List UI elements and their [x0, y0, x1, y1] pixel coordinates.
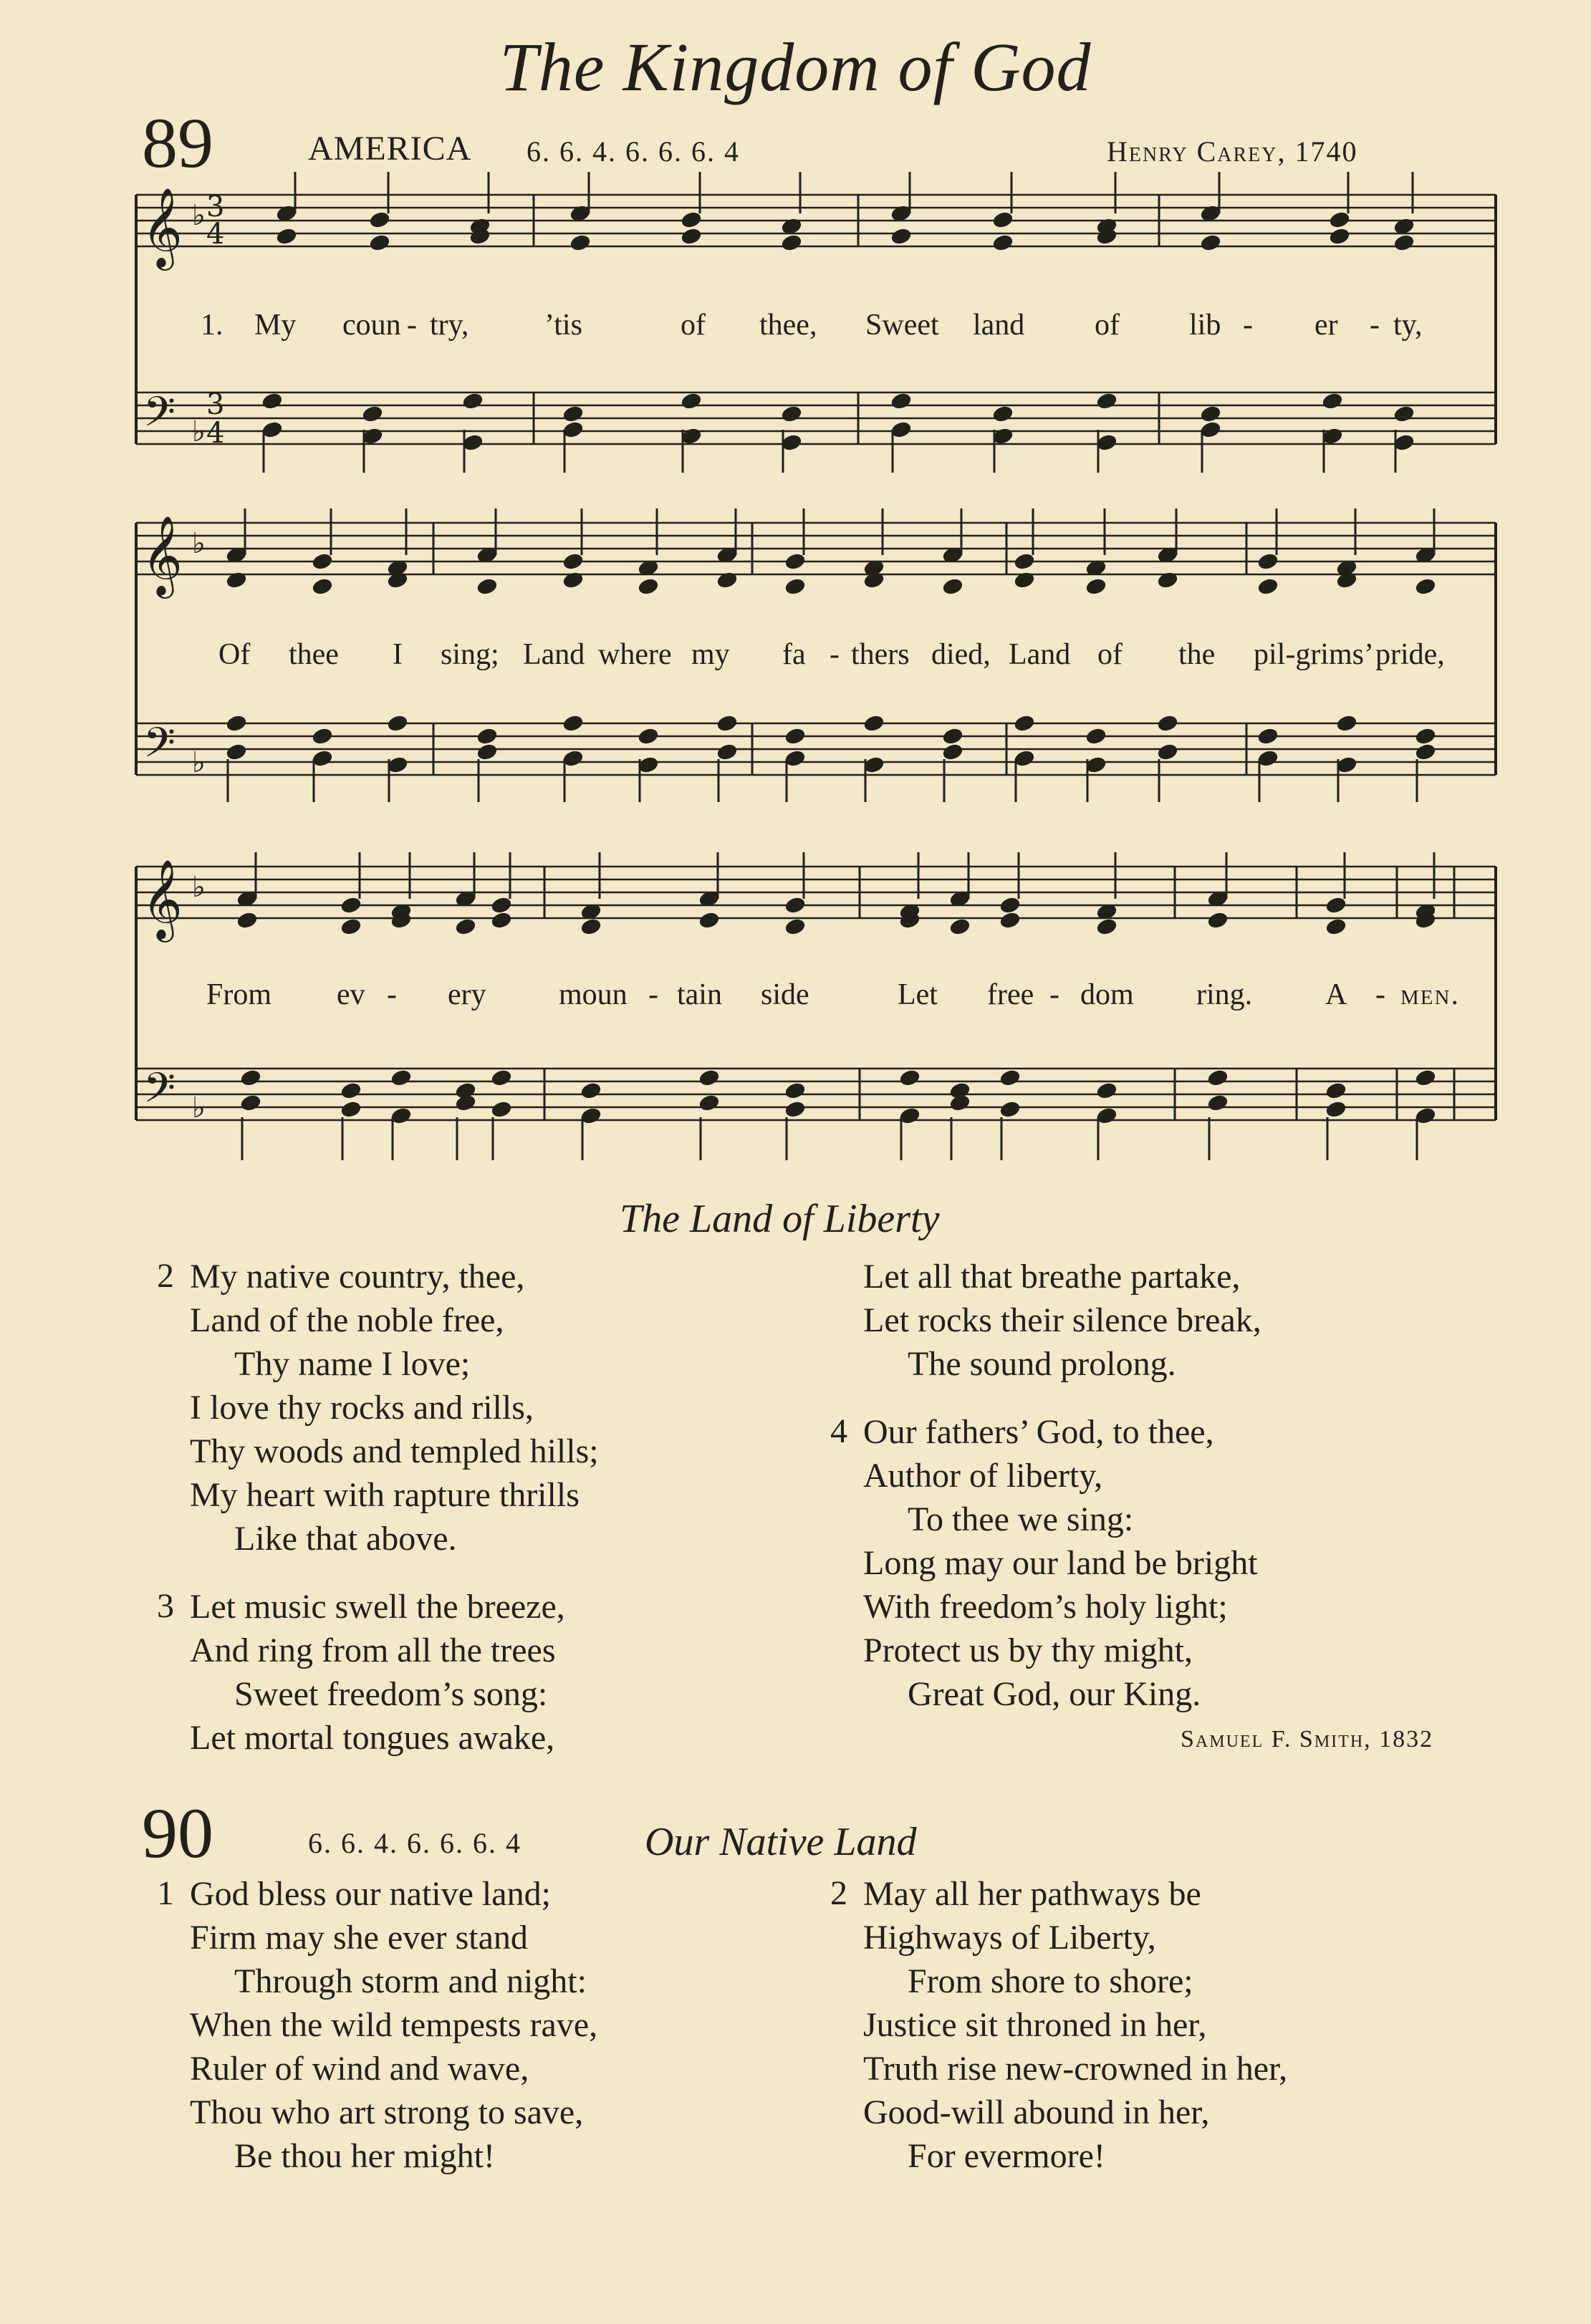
svg-text:3: 3 — [206, 191, 225, 223]
verse-line: God bless our native land; — [190, 1875, 551, 1913]
lyric-syllable: Let — [898, 978, 938, 1011]
lyric-syllable: er — [1314, 309, 1338, 342]
verse-number: 1 — [157, 1874, 174, 1912]
lyric-syllable: of — [1097, 638, 1123, 671]
lyric-syllable: died, — [931, 638, 991, 671]
lyric-syllable: pil-grims’ — [1254, 638, 1374, 671]
svg-text:4: 4 — [206, 417, 225, 450]
verse-line: Justice sit throned in her, — [863, 2006, 1207, 2044]
lyric-syllable: Of — [218, 638, 251, 671]
verse-line: Like that above. — [234, 1520, 457, 1558]
verse-line: Highways of Liberty, — [863, 1919, 1156, 1957]
verse-line: Let mortal tongues awake, — [190, 1719, 555, 1757]
lyric-syllable: tain — [677, 978, 722, 1011]
lyric-syllable: My — [254, 309, 297, 342]
syllable-hyphen: - — [1243, 309, 1253, 342]
hymn-89-meter: 6. 6. 4. 6. 6. 6. 4 — [527, 135, 740, 168]
lyric-syllable: side — [761, 978, 809, 1011]
lyric-syllable: 1. — [201, 309, 223, 342]
verse-line: Let all that breathe partake, — [863, 1258, 1241, 1296]
verse-line: My native country, thee, — [190, 1258, 525, 1296]
svg-text:𝄞: 𝄞 — [142, 515, 183, 595]
verse-line: Author of liberty, — [863, 1457, 1103, 1495]
lyric-syllable: Sweet — [865, 309, 939, 342]
verse-line: The sound prolong. — [908, 1345, 1176, 1383]
lyric-syllable: pride, — [1375, 638, 1445, 671]
verse-line: Be thou her might! — [234, 2137, 495, 2175]
svg-text:3: 3 — [206, 388, 225, 421]
svg-text:♭: ♭ — [192, 199, 206, 232]
svg-text:4: 4 — [206, 218, 225, 251]
lyric-syllable: Land — [1009, 638, 1071, 671]
lyric-syllable: try, — [430, 309, 469, 342]
page-title: The Kingdom of God — [499, 29, 1092, 105]
verse-number: 2 — [830, 1874, 847, 1912]
hymn-90-title: Our Native Land — [645, 1820, 917, 1864]
lyric-syllable: thers — [851, 638, 910, 671]
verse-line: Sweet freedom’s song: — [234, 1675, 548, 1713]
lyric-syllable: the — [1178, 638, 1216, 671]
verse-line: To thee we sing: — [908, 1500, 1134, 1538]
verse-line: May all her pathways be — [863, 1875, 1201, 1913]
verse-line: Let rocks their silence break, — [863, 1301, 1261, 1339]
author-credit: Samuel F. Smith, 1832 — [1181, 1726, 1434, 1752]
verse-line: Truth rise new-crowned in her, — [863, 2050, 1288, 2088]
verse-number: 3 — [157, 1587, 174, 1625]
lyric-syllable: coun — [342, 309, 401, 342]
lyric-syllable: I — [393, 638, 403, 671]
lyric-syllable: ’tis — [544, 309, 582, 342]
lyric-syllable: where — [598, 638, 672, 671]
lyric-syllable: ty, — [1393, 309, 1423, 342]
verse-line: Land of the noble free, — [190, 1301, 504, 1339]
verse-line: When the wild tempests rave, — [190, 2006, 598, 2044]
svg-text:♭: ♭ — [192, 1091, 206, 1124]
verse-number: 4 — [830, 1412, 847, 1450]
lyric-syllable: ev — [337, 978, 365, 1011]
syllable-hyphen: - — [830, 638, 840, 671]
hymn-89-number: 89 — [142, 103, 213, 183]
svg-text:𝄢: 𝄢 — [143, 1064, 176, 1122]
lyric-syllable: A — [1325, 978, 1347, 1011]
verse-line: Long may our land be bright — [863, 1544, 1258, 1582]
lyric-syllable: From — [206, 978, 272, 1011]
lyric-syllable: my — [691, 638, 730, 671]
syllable-hyphen: - — [1370, 309, 1380, 342]
composer-credit: Henry Carey, 1740 — [1107, 135, 1358, 168]
verse-line: Thou who art strong to save, — [190, 2093, 584, 2131]
syllable-hyphen: - — [387, 978, 397, 1011]
lyric-syllable: fa — [782, 638, 806, 671]
verse-line: My heart with rapture thrills — [190, 1476, 580, 1514]
syllable-hyphen: - — [1049, 978, 1059, 1011]
verse-line: And ring from all the trees — [190, 1631, 556, 1669]
verse-line: Thy woods and templed hills; — [190, 1432, 599, 1470]
verse-line: Ruler of wind and wave, — [190, 2050, 529, 2088]
lyric-syllable: moun — [559, 978, 628, 1011]
verse-line: Good-will abound in her, — [863, 2093, 1210, 2131]
lyric-syllable: land — [973, 309, 1025, 342]
svg-text:♭: ♭ — [192, 527, 206, 560]
section-title-land-of-liberty: The Land of Liberty — [620, 1197, 940, 1241]
svg-text:♭: ♭ — [192, 746, 206, 779]
verse-line: From shore to shore; — [908, 1962, 1193, 2000]
verse-line: Our fathers’ God, to thee, — [863, 1413, 1214, 1451]
verse-number: 2 — [157, 1257, 174, 1295]
lyric-syllable: ring. — [1196, 978, 1253, 1011]
svg-text:𝄞: 𝄞 — [142, 187, 183, 267]
hymn-90-number: 90 — [142, 1793, 213, 1873]
verse-line: I love thy rocks and rills, — [190, 1389, 534, 1427]
lyric-syllable: lib — [1189, 309, 1221, 342]
verse-line: Through storm and night: — [234, 1962, 587, 2000]
verse-line: Great God, our King. — [908, 1675, 1201, 1713]
svg-text:𝄞: 𝄞 — [142, 859, 183, 939]
verse-line: Let music swell the breeze, — [190, 1588, 565, 1626]
lyric-syllable: thee — [289, 638, 339, 671]
verse-line: With freedom’s holy light; — [863, 1588, 1228, 1626]
lyric-syllable: dom — [1080, 978, 1134, 1011]
svg-text:♭: ♭ — [192, 415, 206, 448]
lyric-syllable: of — [1095, 309, 1120, 342]
lyric-syllable: ery — [448, 978, 486, 1011]
syllable-hyphen: - — [1375, 978, 1385, 1011]
svg-text:𝄢: 𝄢 — [143, 718, 176, 777]
verse-line: Firm may she ever stand — [190, 1919, 528, 1957]
syllable-hyphen: - — [648, 978, 658, 1011]
verse-line: Thy name I love; — [234, 1345, 471, 1383]
tune-name: AMERICA — [308, 130, 472, 168]
verse-line: For evermore! — [908, 2137, 1105, 2175]
svg-text:𝄢: 𝄢 — [143, 387, 176, 446]
hymn-90-meter: 6. 6. 4. 6. 6. 6. 4 — [308, 1827, 521, 1859]
lyric-syllable: free — [987, 978, 1034, 1011]
svg-text:♭: ♭ — [192, 871, 206, 904]
lyric-syllable: thee, — [759, 309, 817, 342]
lyric-syllable: of — [681, 309, 706, 342]
verse-line: Protect us by thy might, — [863, 1631, 1193, 1669]
lyric-syllable: sing; — [441, 638, 499, 671]
syllable-hyphen: - — [407, 309, 417, 342]
lyric-syllable: Land — [523, 638, 585, 671]
lyric-syllable: men. — [1400, 978, 1460, 1011]
